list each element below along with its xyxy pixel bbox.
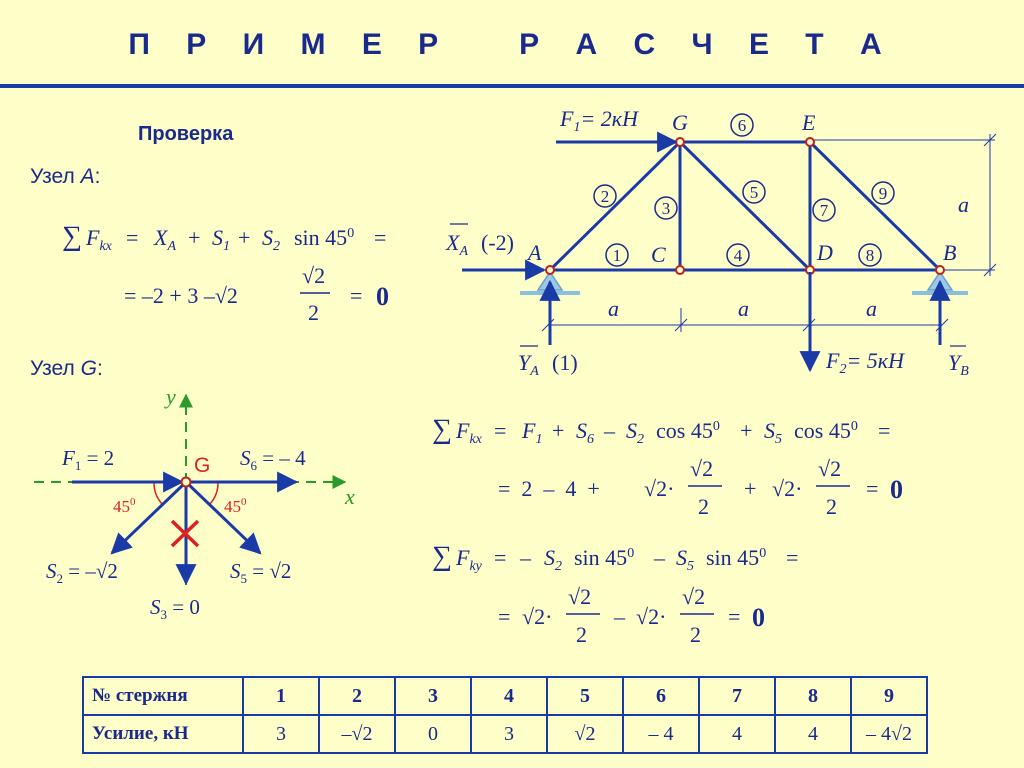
svg-text:= –2 + 3 –√2: = –2 + 3 –√2	[124, 283, 238, 308]
page-title: П Р И М Е Р Р А С Ч Е Т А	[128, 28, 896, 61]
svg-text:XA: $X_A$	[154, 225, 177, 254]
svg-text:∑: ∑	[432, 414, 452, 445]
angle-arc-right	[209, 482, 218, 505]
joint-c	[676, 266, 684, 274]
svg-text:S2: $S_2$	[262, 225, 280, 254]
node-label-b: B	[943, 240, 957, 265]
svg-text:2: 2	[576, 622, 587, 647]
table-cell: 3	[471, 715, 547, 753]
table-value-label: Усилие, кН	[83, 715, 243, 753]
dim-a-2: a	[738, 296, 749, 321]
svg-text:√2·: √2·	[636, 604, 667, 629]
svg-text:+: +	[552, 418, 565, 443]
svg-text:√2: √2	[302, 263, 326, 288]
table-cell: √2	[547, 715, 623, 753]
xa-label: $X_A$	[446, 230, 469, 259]
yb-label: $Y_B$	[948, 350, 969, 379]
table-cell: 0	[395, 715, 471, 753]
svg-text:S1: $S_1$	[212, 225, 230, 254]
table-cell: 3	[243, 715, 319, 753]
svg-text:F1: $F_1$	[522, 418, 543, 447]
table-cell: 1	[243, 677, 319, 715]
svg-text:√2·: √2·	[522, 604, 553, 629]
svg-text:=: =	[494, 545, 507, 570]
section-title: Проверка	[138, 123, 234, 145]
node-a-label: Узел A:	[30, 165, 101, 188]
svg-text:=: =	[350, 283, 363, 308]
f1-label: $F_1= 2кН$	[560, 106, 638, 135]
svg-text:2: 2	[690, 622, 701, 647]
g-s5-label: $S_5 = √2$	[230, 559, 292, 586]
svg-text:0: 0	[752, 603, 765, 632]
svg-text:2: 2	[308, 300, 319, 325]
g-joint	[182, 478, 191, 487]
table-cell: 8	[775, 677, 851, 715]
svg-text:–: –	[520, 545, 531, 570]
member-label-8: 8	[865, 246, 875, 265]
member-5-line	[680, 142, 810, 270]
dim-height-label: a	[958, 192, 969, 217]
svg-text:0: 0	[376, 282, 389, 311]
member-label-4: 4	[733, 246, 743, 265]
table-row-values	[83, 715, 927, 753]
table-cell: 9	[851, 677, 927, 715]
svg-text:S5: $S_5$	[676, 545, 694, 574]
node-a-equation-1	[62, 221, 386, 254]
node-label-g: G	[672, 110, 688, 135]
svg-text:S5: $S_5$	[764, 418, 782, 447]
member-label-9: 9	[878, 184, 888, 203]
svg-text:cos 450: $\cos 45^0$	[794, 418, 858, 443]
svg-text:S2: $S_2$	[626, 418, 644, 447]
joint-a	[546, 266, 554, 274]
node-label-c: C	[651, 242, 666, 267]
svg-text:√2: √2	[818, 456, 842, 481]
equation-fky-line1	[432, 541, 798, 574]
svg-text:–: –	[614, 604, 625, 629]
node-g-label: Узел G:	[30, 357, 103, 380]
node-label-e: E	[802, 110, 816, 135]
svg-text:=: =	[878, 418, 891, 443]
table-cell: 7	[699, 677, 775, 715]
table-cell: – 4√2	[851, 715, 927, 753]
svg-text:–: –	[604, 418, 615, 443]
svg-text:+: +	[238, 225, 251, 250]
node-a-equation-2	[124, 263, 389, 325]
svg-text:2: 2	[826, 494, 837, 519]
svg-text:= 2 – 4 +: = 2 – 4 +	[498, 476, 600, 501]
svg-text:=: =	[374, 225, 387, 250]
svg-text:0: 0	[890, 475, 903, 504]
table-cell: –√2	[319, 715, 395, 753]
angle-arc-left	[154, 482, 163, 505]
svg-text:=: =	[126, 225, 139, 250]
svg-text:cos 450: $\cos 45^0$	[656, 418, 720, 443]
svg-text:–: –	[654, 545, 665, 570]
svg-text:Fky: $F_{ky}$	[456, 545, 482, 574]
f2-label: $F_2= 5кН$	[826, 348, 904, 377]
results-table	[82, 676, 928, 754]
svg-text:S2: $S_2$	[544, 545, 562, 574]
dim-a-1: a	[608, 296, 619, 321]
ya-label: $Y_A$	[518, 350, 539, 379]
table-cell: 4	[471, 677, 547, 715]
svg-text:=: =	[786, 545, 799, 570]
g-f1-label: $F_1 = 2$	[62, 446, 115, 473]
joint-e	[806, 138, 814, 146]
g-s3-label: $S_3 = 0$	[150, 595, 200, 622]
svg-text:∑: ∑	[62, 221, 82, 252]
svg-text:=: =	[498, 604, 511, 629]
equation-fkx-line2	[498, 456, 903, 519]
svg-text:√2: √2	[682, 584, 706, 609]
table-cell: 2	[319, 677, 395, 715]
svg-text:Fkx: $F_{kx}$	[456, 418, 482, 447]
svg-text:=: =	[866, 476, 879, 501]
table-cell: 6	[623, 677, 699, 715]
y-axis-label: y	[166, 384, 176, 409]
table-cell: 5	[547, 677, 623, 715]
node-label-d: D	[817, 240, 833, 265]
svg-text:sin 450: $\sin 45^0$	[706, 545, 767, 570]
svg-text:√2: √2	[690, 456, 714, 481]
svg-text:=: =	[494, 418, 507, 443]
svg-text:sin 450: $\sin 45^0$	[294, 225, 355, 250]
table-header-label: № стержня	[83, 677, 243, 715]
svg-text:=: =	[728, 604, 741, 629]
svg-text:2: 2	[698, 494, 709, 519]
svg-text:√2·: √2·	[644, 476, 675, 501]
node-label-a: A	[528, 240, 542, 265]
g-node-label: G	[194, 454, 211, 477]
svg-text:√2: √2	[568, 584, 592, 609]
xa-value: (-2)	[481, 230, 514, 255]
table-cell: 3	[395, 677, 471, 715]
svg-text:sin 450: $\sin 45^0$	[574, 545, 635, 570]
g-s2-label: $S_2 = -√2$	[46, 559, 118, 586]
equation-fky-line2	[498, 584, 765, 647]
equation-fkx-line1	[432, 414, 890, 447]
svg-text:+: +	[740, 418, 753, 443]
angle-label-left: $45^0$	[113, 496, 136, 516]
member-label-6: 6	[737, 116, 747, 135]
dim-a-3: a	[866, 296, 877, 321]
member-label-3: 3	[661, 199, 671, 218]
ya-value: (1)	[552, 350, 578, 375]
svg-text:Fkx: $F_{kx}$	[86, 225, 112, 254]
svg-text:√2·: √2·	[772, 476, 803, 501]
g-s5-arrow	[186, 482, 260, 553]
svg-text:+: +	[744, 476, 757, 501]
member-label-7: 7	[819, 201, 829, 220]
g-s6-label: $S_6$ = – 4	[240, 446, 306, 473]
svg-text:∑: ∑	[432, 541, 452, 572]
node-g-diagram	[34, 384, 355, 622]
table-cell: 4	[699, 715, 775, 753]
joint-g	[676, 138, 684, 146]
truss-diagram	[445, 106, 996, 379]
member-label-2: 2	[600, 187, 610, 206]
angle-label-right: $45^0$	[224, 496, 247, 516]
member-label-1: 1	[612, 246, 622, 265]
svg-text:S6: $S_6$	[576, 418, 594, 447]
member-label-5: 5	[749, 183, 759, 202]
table-cell: 4	[775, 715, 851, 753]
table-row-numbers	[83, 677, 927, 715]
table-cell: – 4	[623, 715, 699, 753]
joint-b	[936, 266, 944, 274]
x-axis-label: x	[345, 484, 355, 509]
svg-text:+: +	[188, 225, 201, 250]
